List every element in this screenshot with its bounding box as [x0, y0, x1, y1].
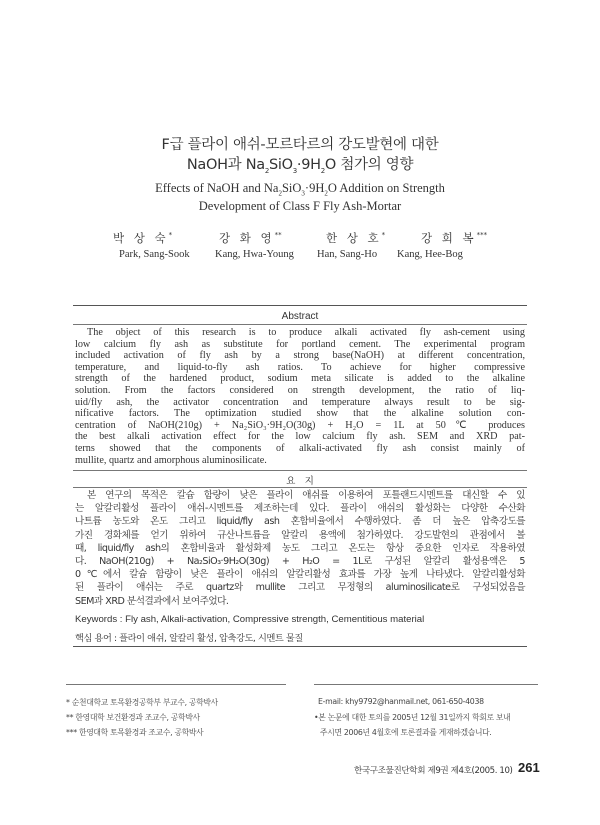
abstract-line: solution. From the factors considered on strength development, the ratio of liq- — [75, 384, 525, 396]
summary-line: 때, liquid/fly ash의 혼합비율과 활성화제 농도 그리고 온도는 항상 중요한 인자로 작용하였 — [75, 542, 525, 554]
footnote-email: E-mail: khy9792@hanmail.net, 061-650-4038 — [318, 697, 484, 706]
author-en-3: Han, Sang-Ho — [317, 249, 378, 260]
abstract-sub-rule — [73, 324, 527, 325]
summary-line: 다. NaOH(210g) + Na₂SiO₃·9H₂O(30g) + H₂O = 1L로 구성된 알칼리 활성용액은 5 — [75, 556, 525, 568]
keywords-en: Keywords : Fly ash, Alkali-activation, Compressive strength, Cementitious material — [75, 614, 425, 625]
author-ko-3: 한 상 호* — [326, 231, 386, 245]
abstract-line: The object of this research is to produce alkali activated fly ash-cement using — [87, 327, 525, 338]
abstract-line: mullite, quartz and amorphous aluminosilicate. — [75, 454, 267, 466]
summary-line: 나트륨 농도와 온도 그리고 liquid/fly ash 혼합비율에서 수행하였다. 좀 더 높은 압축강도를 — [75, 516, 525, 528]
author-en-4: Kang, Hee-Bog — [397, 249, 463, 260]
summary-line: 는 알칼리활성 플라이 애쉬-시멘트를 제조하는데 있다. 플라이 애쉬의 활성화는 다양한 수산화 — [75, 503, 525, 515]
summary-body — [75, 489, 525, 608]
footnote-affil-3: *** 한영대학 토목환경과 조교수, 공학박사 — [66, 728, 204, 737]
footnote-discussion-1: •본 논문에 대한 토의를 2005년 12월 31일까지 학회로 보내 — [314, 713, 511, 722]
author-ko-2: 강 화 영** — [219, 231, 282, 245]
abstract-body — [75, 327, 525, 466]
abstract-line: uid/fly ash, the activator concentration and temperature always result to be sig- — [75, 396, 525, 408]
keywords-bottom-rule — [73, 646, 527, 647]
keywords-ko: 핵심 용어 : 플라이 애쉬, 알칼리 활성, 압축강도, 시멘트 물질 — [75, 633, 303, 644]
title-en-line1: Effects of NaOH and $Na_2SiO_3\cdot 9H_2O$ Addition on Strength — [155, 181, 445, 198]
summary-line: SEM과 XRD 분석결과에서 보여주었다. — [75, 595, 229, 607]
footnote-right-rule — [314, 684, 538, 685]
title-ko-line1: F급 플라이 애쉬-모르타르의 강도발현에 대한 — [161, 137, 439, 153]
summary-line: 된 플라이 애쉬는 주로 quartz와 mullite 그리고 무정형의 aluminosilicate로 구성되었음을 — [75, 582, 525, 594]
abstract-line: included activation of fly ash by a strong base(NaOH) at different concentration, — [75, 350, 525, 362]
author-ko-1: 박 상 숙* — [113, 231, 173, 245]
summary-sub-rule — [73, 487, 527, 488]
summary-heading: 요 지 — [286, 476, 314, 487]
footnote-affil-1: * 순천대학교 토목환경공학부 부교수, 공학박사 — [66, 698, 218, 707]
summary-top-rule — [73, 470, 527, 471]
journal-footer: 한국구조물진단학회 제9권 제4호(2005. 10) — [354, 766, 513, 776]
abstract-line: centration of NaOH(210g) + Na₂SiO₃·9H₂O(30g) + H₂O = 1L at 50℃ produces — [75, 419, 525, 431]
footnote-affil-2: ** 한영대학 보건환경과 조교수, 공학박사 — [66, 713, 200, 722]
title-en-line2: Development of Class F Fly Ash-Mortar — [198, 199, 402, 213]
abstract-line: low calcium fly ash as substitute for portland cement. The experimental program — [75, 338, 525, 350]
abstract-line: terns showed that the components of alkali-activated fly ash consist mainly of — [75, 442, 525, 454]
abstract-top-rule — [73, 305, 527, 306]
author-en-2: Kang, Hwa-Young — [215, 249, 294, 260]
abstract-line: temperature, and liquid-to-fly ash ratios. To achieve for higher compressive — [75, 361, 525, 373]
page-number: 261 — [518, 760, 540, 775]
footnote-left-rule — [66, 684, 286, 685]
abstract-heading: Abstract — [281, 311, 319, 322]
author-en-1: Park, Sang-Sook — [119, 249, 190, 260]
summary-line: 0℃에서 칼슘 함량이 낮은 플라이 애쉬의 알칼리활성 효과를 가장 높게 나타냈다. 알칼리활성화 — [75, 569, 525, 581]
abstract-line: strength of the hardened product, sodium meta silicate is added to the alkaline — [75, 373, 525, 385]
title-ko-line2: NaOH과 $Na_2SiO_3\cdot 9H_2O$ 첨가의 영향 — [186, 157, 414, 175]
summary-line: 본 연구의 목적은 칼슘 함량이 낮은 플라이 애쉬를 이용하여 포틀랜드시멘트를 대신할 수 있 — [87, 490, 525, 501]
abstract-line: nificative factors. The optimization studied show that the alkaline solution con- — [75, 408, 525, 420]
abstract-line: the best alkali activation effect for the low calcium fly ash. SEM and XRD pat- — [75, 431, 525, 443]
summary-line: 가진 경화체를 얻기 위하여 규산나트륨을 알칼리 용액에 첨가하였다. 강도발현의 관점에서 볼 — [75, 529, 525, 541]
author-ko-4: 강 희 복*** — [421, 231, 488, 245]
footnote-discussion-2: 주시면 2006년 4월호에 토론결과를 게재하겠습니다. — [320, 728, 492, 737]
